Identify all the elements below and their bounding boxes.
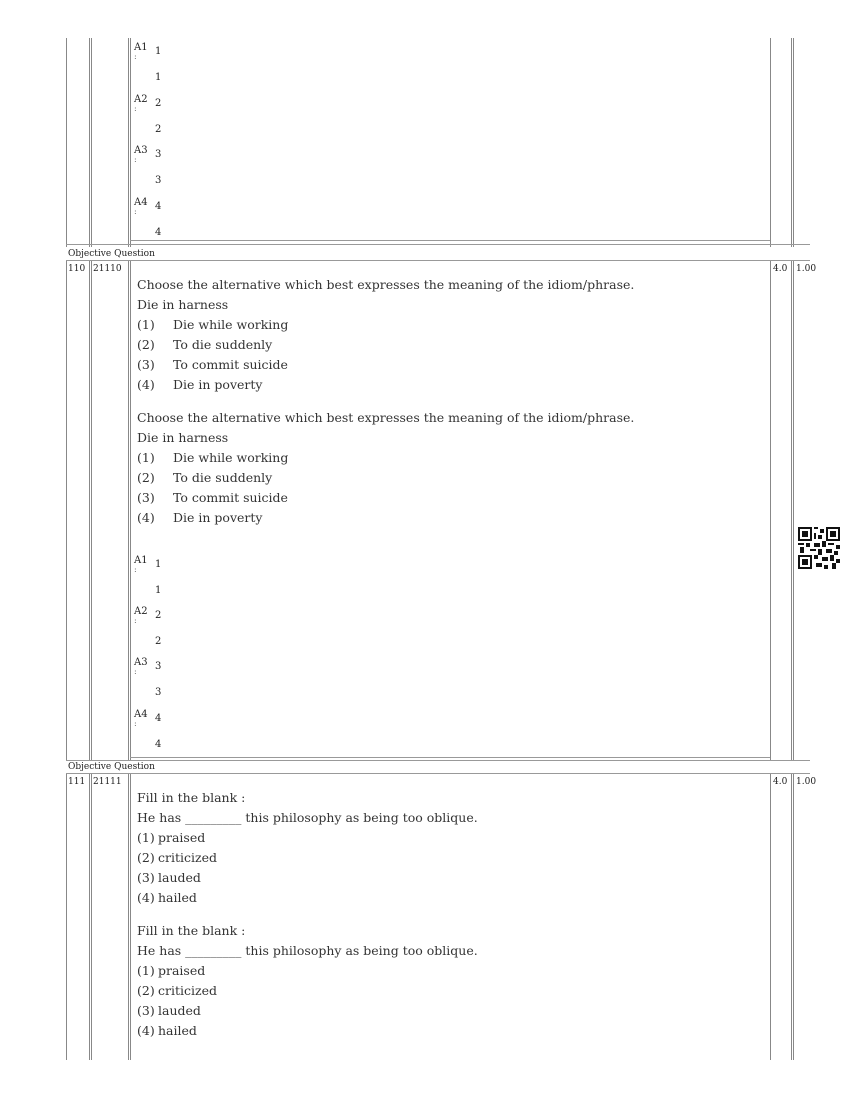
table-border-col6 [791,261,792,761]
option-row: (4) hailed [137,890,197,905]
answer-label: A4 : 4 [134,709,162,728]
answer-label: A1 : 1 [134,555,162,574]
row-divider [66,760,810,761]
question-prompt: Choose the alternative which best expresses the meaning of the idiom/phrase. [137,277,635,292]
answer-value: 3 [155,175,162,186]
question-number: 110 [68,264,86,274]
answer-value: 2 [155,124,162,135]
option-row: (1) praised [137,830,206,845]
answer-label: A3 : 3 [134,145,162,164]
table-border-col4 [130,261,131,761]
option-row: (3) lauded [137,870,201,885]
question-block [137,275,634,395]
option-row: (2) To die suddenly [137,470,273,485]
question-body [137,788,478,1054]
row-divider [130,240,770,241]
option-row: (1) praised [137,963,206,978]
option-row: (4) Die in poverty [137,377,263,392]
table-border-col3 [128,774,129,1060]
table-border-col6 [791,38,792,247]
table-border-col4 [130,38,131,247]
row-divider [66,260,810,261]
option-row: (1) Die while working [137,317,289,332]
table-border-left [66,38,67,247]
table-border-col5 [770,38,771,247]
answer-value: 1 [155,72,162,83]
option-row: (3) To commit suicide [137,357,288,372]
option-row: (3) To commit suicide [137,490,288,505]
question-id: 21111 [93,777,122,787]
option-row: (3) lauded [137,1003,201,1018]
question-block [137,921,478,1041]
question-negative-marks: 1.00 [796,777,817,787]
option-row: (2) To die suddenly [137,337,273,352]
section-label: Objective Question [68,249,155,259]
question-phrase: Die in harness [137,297,229,312]
answer-label: A1 : 1 [134,42,162,61]
option-row: (4) hailed [137,1023,197,1038]
table-border-col1 [89,38,90,247]
question-prompt: Fill in the blank : [137,923,246,938]
answer-label: A2 : 2 [134,94,162,113]
question-prompt: Choose the alternative which best expresses the meaning of the idiom/phrase. [137,410,635,425]
answer-label: A2 : 2 [134,606,162,625]
table-border-col1 [89,774,90,1060]
question-marks: 4.0 [773,777,788,787]
answer-label: A3 : 3 [134,657,162,676]
table-border-col7 [793,261,794,761]
question-marks: 4.0 [773,264,788,274]
question-number: 111 [68,777,86,787]
table-border-col2 [91,38,92,247]
answer-label: A4 : 4 [134,197,162,216]
question-phrase: He has _________ this philosophy as being too oblique. [137,810,478,825]
question-prompt: Fill in the blank : [137,790,246,805]
answer-value: 3 [155,687,162,698]
question-body [137,275,634,541]
question-phrase: Die in harness [137,430,229,445]
question-phrase: He has _________ this philosophy as being too oblique. [137,943,478,958]
question-negative-marks: 1.00 [796,264,817,274]
row-divider [66,244,810,245]
option-row: (2) criticized [137,850,217,865]
table-border-col3 [128,38,129,247]
answer-value: 1 [155,585,162,596]
question-block [137,408,634,528]
table-border-col6 [791,774,792,1060]
option-row: (2) criticized [137,983,217,998]
row-divider [66,773,810,774]
table-border-col5 [770,774,771,1060]
question-id: 21110 [93,264,122,274]
table-border-col4 [130,774,131,1060]
section-label: Objective Question [68,762,155,772]
table-border-col2 [91,261,92,761]
table-border-col2 [91,774,92,1060]
option-row: (1) Die while working [137,450,289,465]
table-border-left [66,261,67,761]
option-row: (4) Die in poverty [137,510,263,525]
table-border-col3 [128,261,129,761]
row-divider [130,757,770,758]
table-border-col7 [793,38,794,247]
question-block [137,788,478,908]
qr-code-icon [798,527,840,569]
answer-value: 4 [155,739,162,750]
table-border-col1 [89,261,90,761]
answer-value: 2 [155,636,162,647]
table-border-col7 [793,774,794,1060]
table-border-left [66,774,67,1060]
table-border-col5 [770,261,771,761]
answer-value: 4 [155,227,162,238]
